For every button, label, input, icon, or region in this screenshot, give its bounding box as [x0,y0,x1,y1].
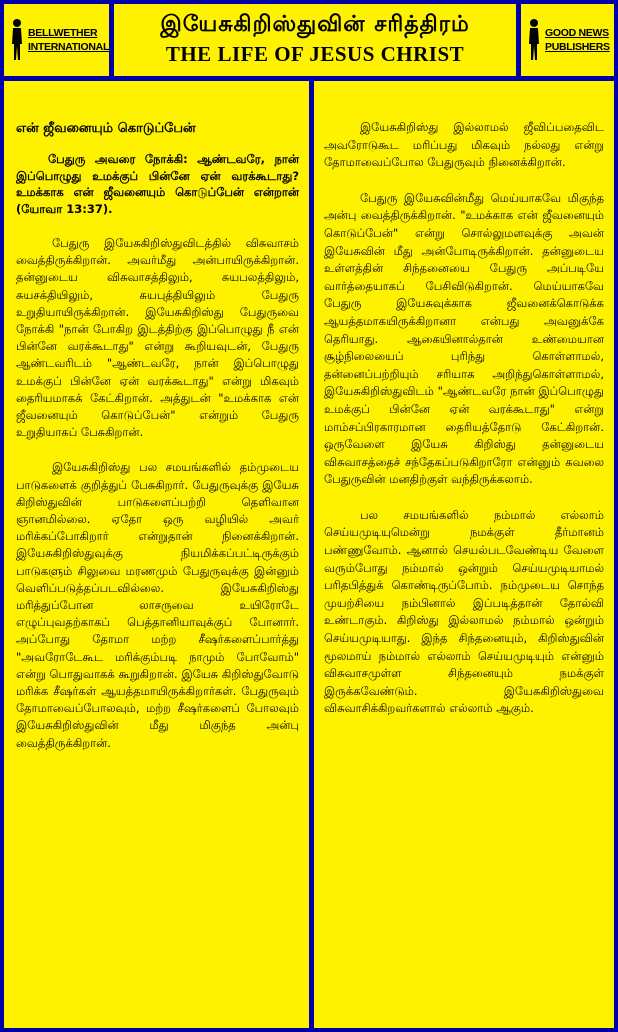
logo-right-text [545,26,610,54]
scripture-verse: பேதுரு அவரை நோக்கி: ஆண்டவரே, நான் இப்பொழுது உமக்குப் பின்னே ஏன் வரக்கூடாது? உமக்காக என் ஜீவனையும் கொடுப்பேன் என்றான் (யோவா 13:37). [16,152,299,216]
article-paragraph: இயேசுகிறிஸ்து பல சமயங்களில் தம்முடைய பாடுகளைக் குறித்துப் பேசுகிறார். பேதுருவுக்கு இயேசு கிறிஸ்துவின் பாடுகளைப்பற்றி தெளிவான ஞானமில்லை. ஏதோ ஒரு வழியில் அவர் மரிக்கப்போகிறார் என்றுதான் நினைக்கிறான். இயேசுகிறிஸ்துவுக்கு நியமிக்கப்பட்டிருக்கும் பாடுகளும் சிலுவை மரணமும் பேதுருவுக்கு இன்னும் வெளிப்படுத்தப்படவில்லை. இயேசுகிறிஸ்து மரித்துப்போன லாசருவை உயிரோடே எழுப்புவதற்காகப் பெத்தானியாவுக்குப் போனார். அப்போது தோமா மற்ற சீஷர்களைப்பார்த்து "அவரோடேகூட மரிக்கும்படி நாமும் போவோம்" என்று பொதுவாகக் கூறுகிறான். இயேசு கிறிஸ்துவோடு மரிக்க சீஷர்கள் ஆயத்தமாயிருக்கிறார்கள். பேதுருவும் தோமாவைப்போலவும், மற்ற சீஷர்களைப் போலவும் இயேசுகிறிஸ்துவின் மீது மிகுந்த அன்பு வைத்திருக்கிறான். [16,460,299,750]
person-silhouette-icon [10,18,24,62]
logo-right-line2: PUBLISHERS [545,41,610,53]
article-column-right [314,81,614,1028]
logo-left-line2: INTERNATIONAL [28,41,110,53]
article-paragraph: பல சமயங்களில் நம்மால் எல்லாம் செய்யமுடியுமென்று நமக்குள் தீர்மானம் பண்ணுவோம். ஆனால் செயல்படவேண்டிய வேளை வரும்போது நம்மால் ஒன்றும் செய்யமுடியாமல் பரிதபித்துக் கொண்டிருப்போம். நம்முடைய சொந்த முயற்சியை நம்பினால் இப்படித்தான் தோல்வி உண்டாகும். கிறிஸ்து இல்லாமல் நம்மால் ஒன்றும் செய்யமுடியாது. இந்த சிந்தனையும், கிறிஸ்துவின் மூலமாய் நம்மால் எல்லாம் செய்யமுடியும் என்னும் விசுவாசமுள்ள சிந்தனையும் நமக்குள் இருக்கவேண்டும். இயேசுகிறிஸ்துவை விசுவாசிக்கிறவர்களால் எல்லாம் ஆகும். [324,507,604,716]
logo-left-line1: BELLWETHER [28,27,98,39]
person-silhouette-icon [527,18,541,62]
title-tamil: இயேசுகிறிஸ்துவின் சரித்திரம் [160,12,470,37]
page-header [114,4,516,76]
article-column-left [4,81,309,1028]
logo-left-text [28,26,109,54]
publisher-logo-right [521,4,614,76]
article-heading: என் ஜீவனையும் கொடுப்பேன் [16,121,196,136]
title-english: THE LIFE OF JESUS CHRIST [165,42,465,66]
article-paragraph: பேதுரு இயேசுகிறிஸ்துவிடத்தில் விசுவாசம் வைத்திருக்கிறான். அவர்மீது அன்பாயிருக்கிறான். தன்னுடைய விசுவாசத்திலும், சுயபலத்திலும், சுயசக்தியிலும், சுயபுத்தியிலும் பேதுரு உறுதியாயிருக்கிறான். இயேசுகிறிஸ்து பேதுருவை நோக்கி "நான் போகிற இடத்திற்கு இப்பொழுது நீ என் பின்னே வரக்கூடாது" என்று கூறியவுடன், பேதுரு ஆண்டவரிடம் "ஆண்டவரே, நான் இப்பொழுது உமக்குப் பின்னே ஏன் வரக்கூடாது" என்று மிகவும் தைரியமாகக் கேட்கிறான். அத்துடன் "உமக்காக என் ஜீவனையும் கொடுப்பேன்" என்றும் பேதுரு உறுதியாகப் பேசுகிறான். [16,236,299,440]
logo-right-line1: GOOD NEWS [545,27,609,39]
publisher-logo-left [4,4,109,76]
article-paragraph: இயேசுகிறிஸ்து இல்லாமல் ஜீவிப்பதைவிட அவரோடுகூட மரிப்பது மிகவும் நல்லது என்று தோமாவைப்போல பேதுருவும் நினைக்கிறான். [324,120,604,170]
article-paragraph: பேதுரு இயேசுவின்மீது மெய்யாகவே மிகுந்த அன்பு வைத்திருக்கிறான். "உமக்காக என் ஜீவனையும் கொடுப்பேன்" என்று சொல்லுமளவுக்கு அவன் இயேசுவின் மீது அன்போடிருக்கிறான். தன்னுடைய உள்ளத்தின் சிந்தனையை பேதுரு அப்படியே வார்த்தையாகப் பேசிவிடுகிறான். மெய்யாகவே பேதுரு இயேசுவுக்காக ஜீவனைக்கொடுக்க ஆயத்தமாகயிருக்கிறானா என்பது அவனுக்கே தெரியாது. ஆகையினால்தான் உண்மையான சூழ்நிலையைப் புரிந்து கொள்ளாமல், தன்னைப்பற்றியும் சரியாக அறிந்துகொள்ளாமல், இயேசுகிறிஸ்துவிடம் "ஆண்டவரே நான் இப்பொழுது உமக்குப் பின்னே ஏன் வரக்கூடாது" என்று மாம்சப்பிரகாரமான தைரியத்தோடு கேட்கிறான். ஒருவேளை இயேசு கிறிஸ்து தன்னுடைய விசுவாசத்தைச் சந்தேகப்படுகிறாரோ என்னும் கவலை பேதுருவின் மனதிற்குள் வந்திருக்கலாம். [324,190,604,487]
